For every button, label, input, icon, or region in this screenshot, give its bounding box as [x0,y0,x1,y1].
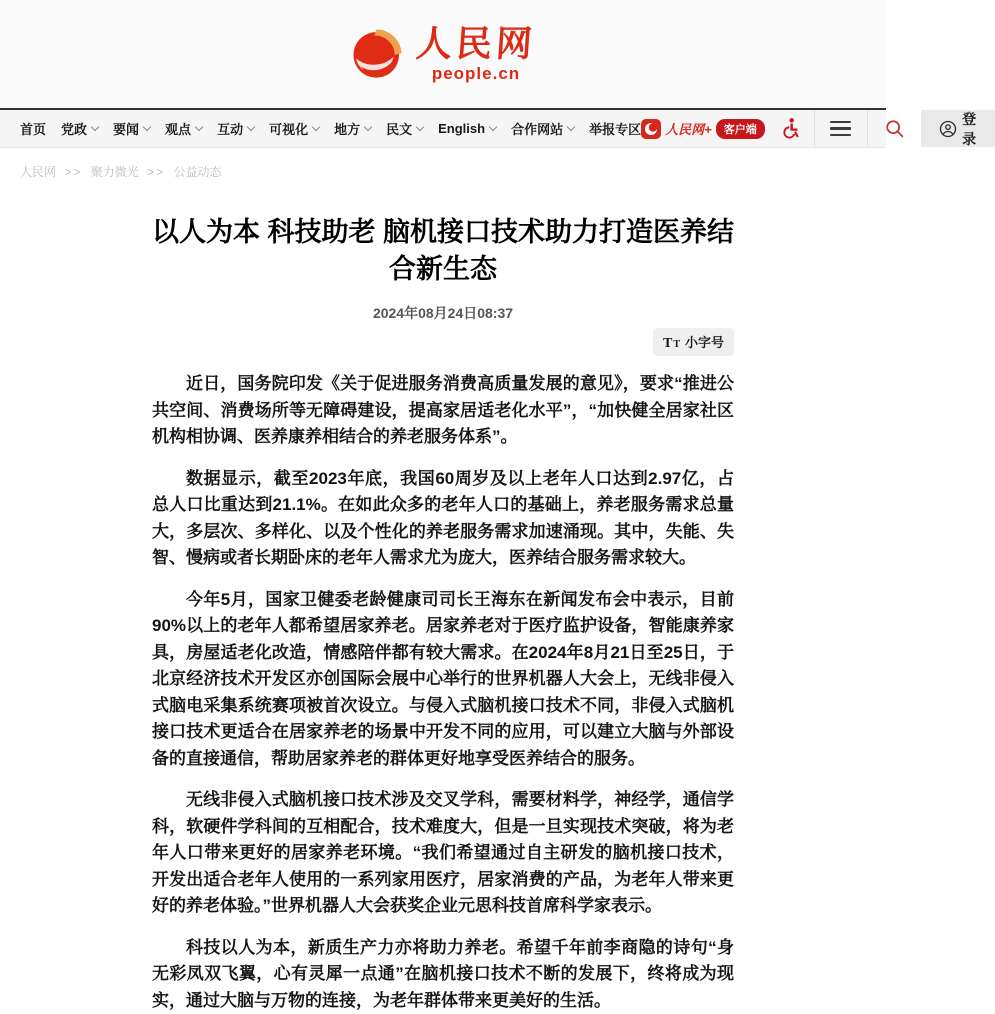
article-title: 以人为本 科技助老 脑机接口技术助力打造医养结合新生态 [152,214,734,288]
nav-item-partners[interactable] [511,119,574,138]
nav-divider [814,110,815,147]
nav-item-local[interactable] [334,119,371,138]
nav-item-visual[interactable] [269,119,319,138]
site-logo[interactable] [350,26,536,82]
article-paragraph: 数据显示，截至2023年底，我国60周岁及以上老年人口达到2.97亿，占总人口比重达到21.1%。在如此众多的老年人口的基础上，养老服务需求总量大，多层次、多样化、以及个性化的养老服务需求加速涌现。其中，失能、失智、慢病或者长期卧床的老年人需求尤为庞大，医养结合服务需求较大。 [152,466,734,572]
font-size-row [152,328,734,356]
chevron-down-icon [91,123,99,131]
nav-item-party[interactable] [61,119,98,138]
article-body [152,371,734,1014]
article-date: 2024年08月24日08:37 [152,303,734,323]
logo-en-text: people.cn [432,65,520,82]
chevron-down-icon [312,123,320,131]
chevron-down-icon [416,123,424,131]
nav-item-label: 观点 [165,119,191,138]
article [152,214,734,1014]
font-size-label: 小字号 [685,332,724,351]
big-t-icon: T [663,336,672,352]
people-plus-icon [641,119,661,139]
chevron-down-icon [247,123,255,131]
nav-item-label: 党政 [61,119,87,138]
main-nav [0,108,886,148]
nav-item-label: 合作网站 [511,119,563,138]
chevron-down-icon [143,123,151,131]
nav-item-opinion[interactable] [165,119,202,138]
chevron-down-icon [195,123,203,131]
small-t-icon: T [673,339,680,350]
search-icon[interactable] [884,118,905,139]
chevron-down-icon [364,123,372,131]
people-plus-brand-text: 人民网+ [665,119,712,138]
chevron-down-icon [489,123,497,131]
nav-item-minority[interactable] [386,119,423,138]
people-cn-ball-icon [350,26,406,82]
site-header [0,0,886,108]
breadcrumb-separator: >> [64,165,82,179]
breadcrumb [0,148,886,180]
article-paragraph: 今年5月，国家卫健委老龄健康司司长王海东在新闻发布会中表示，目前90%以上的老年人都希望居家养老。居家养老对于医疗监护设备，智能康养家具，房屋适老化改造，情感陪伴都有较大需求。在2024年8月21日至25日，于北京经济技术开发区亦创国际会展中心举行的世界机器人大会上，无线非侵入式脑电采集系统赛项被首次设立。与侵入式脑机接口技术不同，非侵入式脑机接口技术更适合在居家养老的场景中开发不同的应用，可以建立大脑与外部设备的直接通信，帮助居家养老的群体更好地享受医养结合的服务。 [152,587,734,773]
breadcrumb-link-home[interactable]: 人民网 [20,165,56,179]
nav-item-interact[interactable] [217,119,254,138]
nav-item-label: 地方 [334,119,360,138]
breadcrumb-link-subsection[interactable]: 公益动态 [173,165,221,179]
nav-item-label: 互动 [217,119,243,138]
breadcrumb-link-section[interactable]: 聚力微光 [91,165,139,179]
nav-item-label: 民文 [386,119,412,138]
app-client-pill: 客户端 [716,119,765,139]
font-size-button[interactable] [653,328,734,356]
nav-item-label: English [438,121,485,136]
nav-item-home[interactable] [20,119,46,138]
nav-item-news[interactable] [113,119,150,138]
chevron-down-icon [567,123,575,131]
article-paragraph: 科技以人为本，新质生产力亦将助力养老。希望千年前李商隐的诗句“身无彩凤双飞翼，心有灵犀一点通”在脑机接口技术不断的发展下，终将成为现实，通过大脑与万物的连接，为老年群体带来更美好的生活。 [152,935,734,1014]
accessibility-icon[interactable] [779,117,802,140]
logo-cn-text: 人民网 [415,26,538,62]
nav-divider [867,110,868,147]
nav-item-label: 举报专区 [589,119,641,138]
login-label: 登录 [962,109,977,149]
menu-icon[interactable] [830,117,851,141]
article-paragraph: 无线非侵入式脑机接口技术涉及交叉学科，需要材料学，神经学，通信学科，软硬件学科间的互相配合，技术难度大，但是一旦实现技术突破，将为老年人口带来更好的居家养老环境。“我们希望通过自主研发的脑机接口技术，开发出适合老年人使用的一系列家用医疗，居家消费的产品，为老年人带来更好的养老体验。”世界机器人大会获奖企业元思科技首席科学家表示。 [152,787,734,920]
nav-item-report[interactable] [589,119,641,138]
nav-item-label: 可视化 [269,119,308,138]
nav-item-english[interactable] [438,121,496,136]
article-paragraph: 近日，国务院印发《关于促进服务消费高质量发展的意见》，要求“推进公共空间、消费场所等无障碍建设，提高家居适老化水平”，“加快健全居家社区机构相协调、医养康养相结合的养老服务体系”。 [152,371,734,451]
logo-text [416,26,536,82]
breadcrumb-separator: >> [147,165,165,179]
nav-item-label: 首页 [20,119,46,138]
nav-right [641,110,995,147]
people-app-badge[interactable] [641,119,765,139]
user-icon [939,120,957,138]
nav-item-label: 要闻 [113,119,139,138]
login-button[interactable] [921,110,995,147]
nav-items [0,110,641,147]
